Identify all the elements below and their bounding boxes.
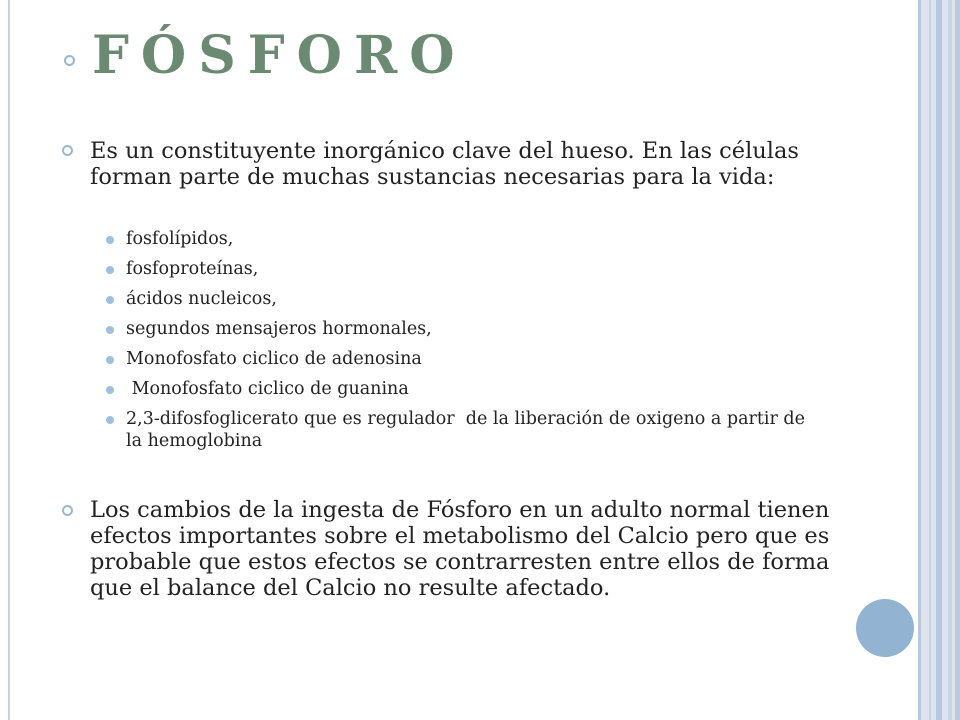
list-item [106, 348, 806, 378]
left-frame-line [8, 0, 10, 720]
list-item [106, 228, 806, 258]
bullet-dot-icon [106, 386, 114, 394]
decorative-circle [856, 599, 914, 657]
list-item [106, 318, 806, 348]
list-item-text: Monofosfato ciclico de adenosina [126, 349, 422, 369]
list-item [106, 408, 811, 460]
bullet-dot-icon [106, 266, 114, 274]
paragraph-1: Es un constituyente inorgánico clave del hueso. En las células forman parte de muchas sustancias necesarias para la vida: [90, 138, 799, 190]
bullet-dot-icon [106, 416, 114, 424]
list-item-text: segundos mensajeros hormonales, [126, 319, 432, 339]
title-bullet-icon [64, 55, 75, 66]
list-item [106, 288, 806, 318]
list-item-text: 2,3-difosfoglicerato que es regulador de la liberación de oxigeno a partir de la hemoglobina [126, 409, 811, 451]
list-item [106, 378, 806, 408]
list-item-text: Monofosfato ciclico de guanina [126, 379, 409, 399]
right-stripe [955, 0, 960, 720]
substances-list [106, 228, 811, 460]
bullet-ring-icon [62, 145, 73, 156]
bullet-dot-icon [106, 296, 114, 304]
right-stripe [929, 0, 931, 720]
right-stripe [936, 0, 942, 720]
right-stripe [948, 0, 952, 720]
right-stripe [918, 0, 921, 720]
bullet-dot-icon [106, 356, 114, 364]
list-item-text: fosfolípidos, [126, 229, 234, 249]
bullet-dot-icon [106, 326, 114, 334]
slide-title: FÓSFORO [92, 25, 467, 86]
bullet-ring-icon [62, 505, 73, 516]
bullet-dot-icon [106, 236, 114, 244]
list-item [106, 258, 806, 288]
paragraph-2: Los cambios de la ingesta de Fósforo en un adulto normal tienen efectos importantes sobre el metabolismo del Calcio pero que es probable que estos efectos se contrarresten entre ellos de forma que el balance del Calcio no resulte afectado. [90, 497, 830, 601]
list-item-text: ácidos nucleicos, [126, 289, 277, 309]
list-item-text: fosfoproteínas, [126, 259, 259, 279]
